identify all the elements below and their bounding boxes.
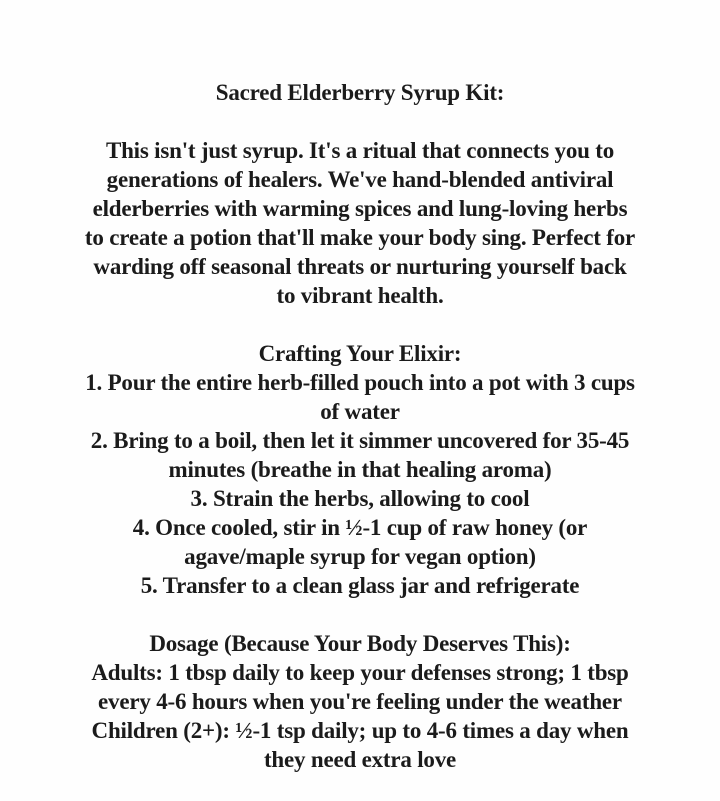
dosage-line: Children (2+): ½-1 tsp daily; up to 4-6 times a day when (91, 718, 629, 743)
dosage-section (40, 629, 680, 774)
intro-line: elderberries with warming spices and lung-loving herbs (92, 196, 628, 221)
page-title: Sacred Elderberry Syrup Kit: (215, 80, 505, 105)
crafting-section (40, 339, 680, 600)
crafting-step-line: 5. Transfer to a clean glass jar and refrigerate (140, 573, 580, 598)
crafting-step-line: 2. Bring to a boil, then let it simmer uncovered for 35-45 (90, 428, 630, 453)
dosage-line: every 4-6 hours when you're feeling under the weather (98, 689, 622, 714)
intro-line: to vibrant health. (276, 283, 444, 308)
dosage-heading: Dosage (Because Your Body Deserves This): (149, 631, 571, 656)
intro-line: This isn't just syrup. It's a ritual that connects you to (105, 138, 615, 163)
crafting-step-line: minutes (breathe in that healing aroma) (168, 457, 552, 482)
crafting-step-line: of water (320, 399, 400, 424)
crafting-heading: Crafting Your Elixir: (258, 341, 462, 366)
dosage-line: they need extra love (263, 747, 457, 772)
crafting-step-line: 3. Strain the herbs, allowing to cool (190, 486, 530, 511)
crafting-step-line: 1. Pour the entire herb-filled pouch into a pot with 3 cups (85, 370, 635, 395)
intro-line: to create a potion that'll make your body sing. Perfect for (84, 225, 636, 250)
crafting-step-line: agave/maple syrup for vegan option) (184, 544, 536, 569)
intro-line: generations of healers. We've hand-blended antiviral (106, 167, 614, 192)
intro-line: warding off seasonal threats or nurturing yourself back (93, 254, 627, 279)
dosage-line: Adults: 1 tbsp daily to keep your defenses strong; 1 tbsp (91, 660, 629, 685)
intro-paragraph (40, 136, 680, 310)
crafting-step-line: 4. Once cooled, stir in ½-1 cup of raw honey (or (132, 515, 588, 540)
